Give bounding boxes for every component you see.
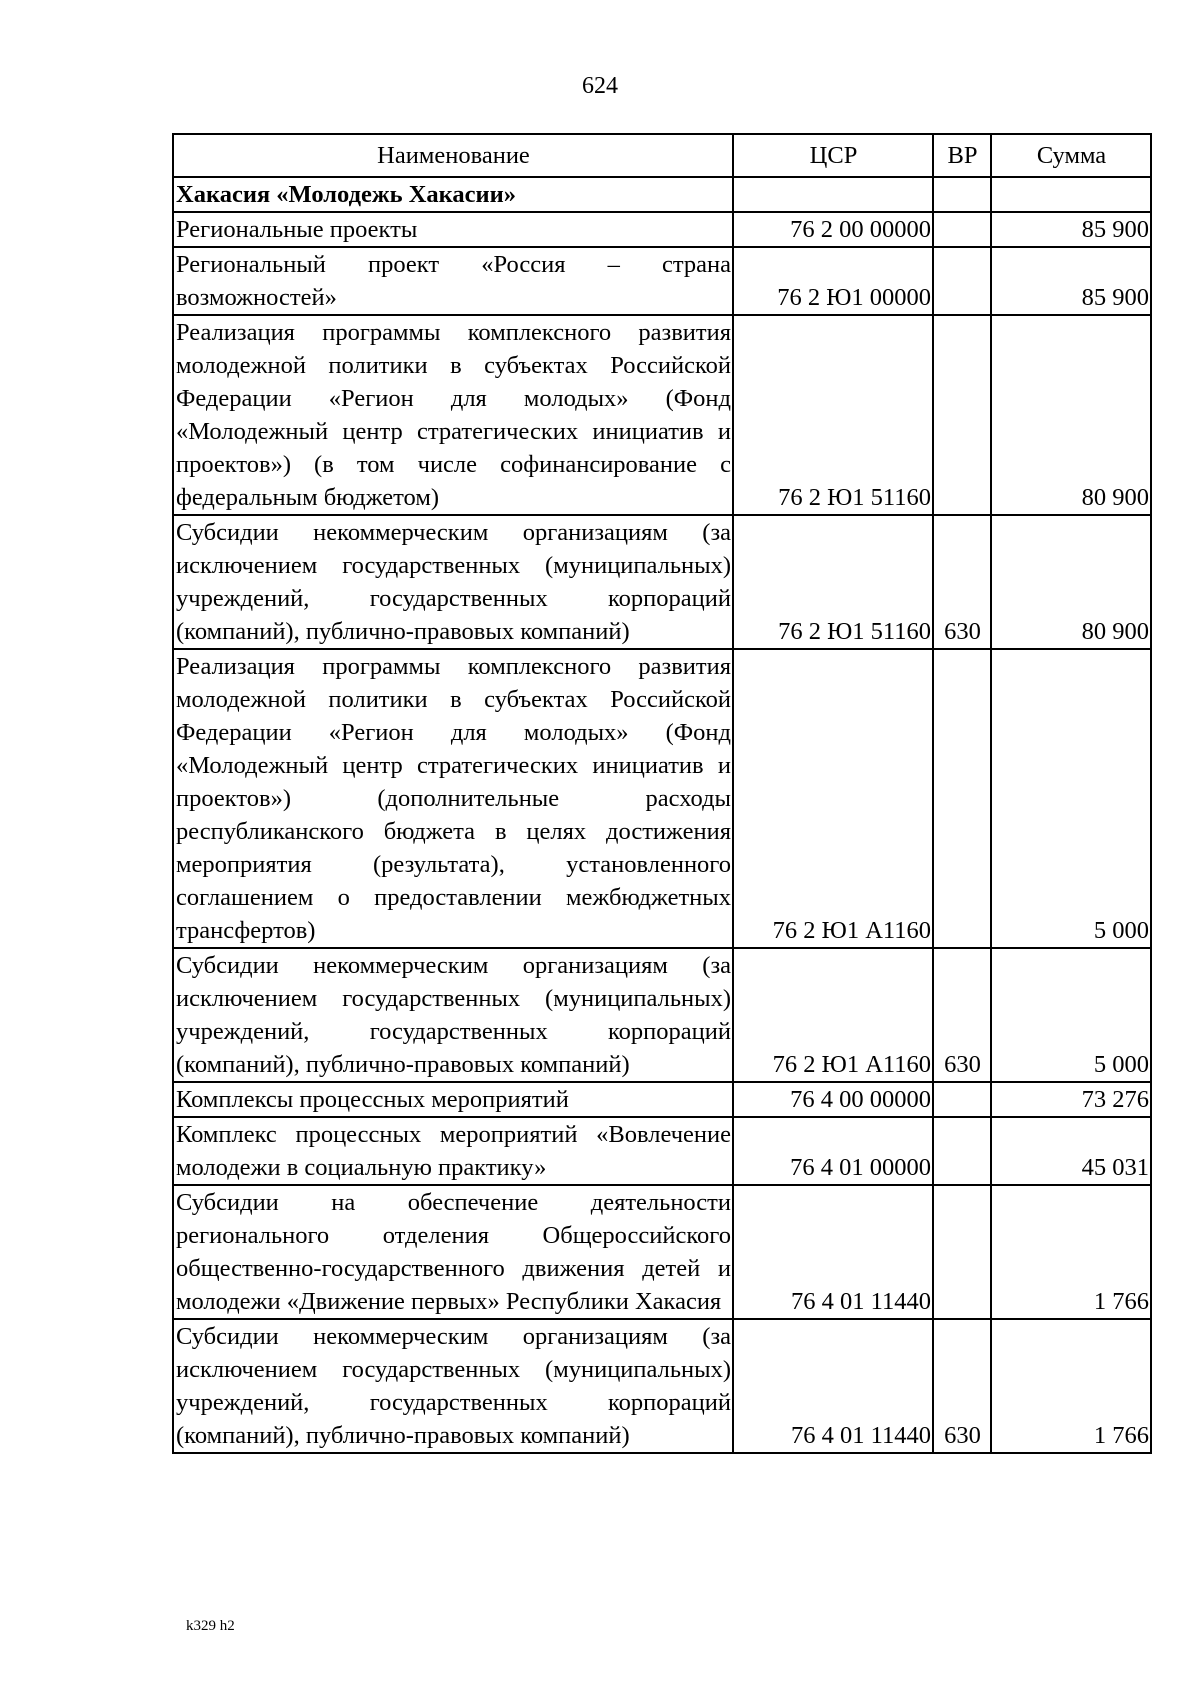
row-csr: 76 2 Ю1 00000 [733, 247, 933, 315]
row-sum: 5 000 [991, 948, 1151, 1082]
row-name: Реализация программы комплексного развития молодежной политики в субъектах Российской Федерации «Регион для молодых» (Фонд «Молодежный центр стратегических инициатив и проектов») (дополнительные расходы республиканского бюджета в целях достижения мероприятия (результата), установленного соглашением о предоставлении межбюджетных трансфертов) [173, 649, 733, 948]
footer-code: k329 h2 [186, 1618, 235, 1634]
table-row [173, 948, 1151, 1082]
row-sum: 5 000 [991, 649, 1151, 948]
row-name: Хакасия «Молодежь Хакасии» [173, 177, 733, 212]
row-vr [933, 1185, 991, 1319]
row-vr [933, 1082, 991, 1117]
row-vr: 630 [933, 1319, 991, 1453]
header-csr: ЦСР [733, 134, 933, 177]
page-number: 624 [582, 73, 618, 99]
row-name: Региональные проекты [173, 212, 733, 247]
row-vr: 630 [933, 948, 991, 1082]
row-sum: 73 276 [991, 1082, 1151, 1117]
row-csr: 76 2 Ю1 А1160 [733, 649, 933, 948]
row-csr: 76 4 00 00000 [733, 1082, 933, 1117]
row-vr [933, 177, 991, 212]
table-row [173, 515, 1151, 649]
table-row [173, 177, 1151, 212]
row-sum: 45 031 [991, 1117, 1151, 1185]
table-row [173, 1319, 1151, 1453]
row-csr [733, 177, 933, 212]
row-csr: 76 4 01 11440 [733, 1319, 933, 1453]
row-name: Региональный проект «Россия – страна возможностей» [173, 247, 733, 315]
row-name: Субсидии некоммерческим организациям (за исключением государственных (муниципальных) учреждений, государственных корпораций (компаний), публично-правовых компаний) [173, 948, 733, 1082]
row-name: Комплекс процессных мероприятий «Вовлечение молодежи в социальную практику» [173, 1117, 733, 1185]
table-row [173, 315, 1151, 515]
row-sum: 80 900 [991, 515, 1151, 649]
row-csr: 76 4 01 11440 [733, 1185, 933, 1319]
row-sum: 1 766 [991, 1185, 1151, 1319]
row-vr [933, 315, 991, 515]
header-sum: Сумма [991, 134, 1151, 177]
row-vr: 630 [933, 515, 991, 649]
row-name: Субсидии некоммерческим организациям (за исключением государственных (муниципальных) учреждений, государственных корпораций (компаний), публично-правовых компаний) [173, 1319, 733, 1453]
row-sum: 85 900 [991, 212, 1151, 247]
header-vr: ВР [933, 134, 991, 177]
row-name: Реализация программы комплексного развития молодежной политики в субъектах Российской Федерации «Регион для молодых» (Фонд «Молодежный центр стратегических инициатив и проектов») (в том числе софинансирование с федеральным бюджетом) [173, 315, 733, 515]
table-row [173, 212, 1151, 247]
row-sum: 80 900 [991, 315, 1151, 515]
row-sum: 85 900 [991, 247, 1151, 315]
row-csr: 76 2 Ю1 51160 [733, 515, 933, 649]
row-vr [933, 1117, 991, 1185]
row-sum: 1 766 [991, 1319, 1151, 1453]
table-row [173, 1185, 1151, 1319]
table-row [173, 247, 1151, 315]
row-csr: 76 2 Ю1 51160 [733, 315, 933, 515]
row-csr: 76 4 01 00000 [733, 1117, 933, 1185]
row-vr [933, 649, 991, 948]
table-header-row [173, 134, 1151, 177]
budget-table [172, 133, 1152, 1454]
row-name: Комплексы процессных мероприятий [173, 1082, 733, 1117]
table-row [173, 649, 1151, 948]
row-vr [933, 247, 991, 315]
row-sum [991, 177, 1151, 212]
header-name: Наименование [173, 134, 733, 177]
table-row [173, 1082, 1151, 1117]
row-csr: 76 2 Ю1 А1160 [733, 948, 933, 1082]
row-name: Субсидии некоммерческим организациям (за исключением государственных (муниципальных) учреждений, государственных корпораций (компаний), публично-правовых компаний) [173, 515, 733, 649]
row-name: Субсидии на обеспечение деятельности регионального отделения Общероссийского общественно-государственного движения детей и молодежи «Движение первых» Республики Хакасия [173, 1185, 733, 1319]
row-csr: 76 2 00 00000 [733, 212, 933, 247]
row-vr [933, 212, 991, 247]
table-row [173, 1117, 1151, 1185]
